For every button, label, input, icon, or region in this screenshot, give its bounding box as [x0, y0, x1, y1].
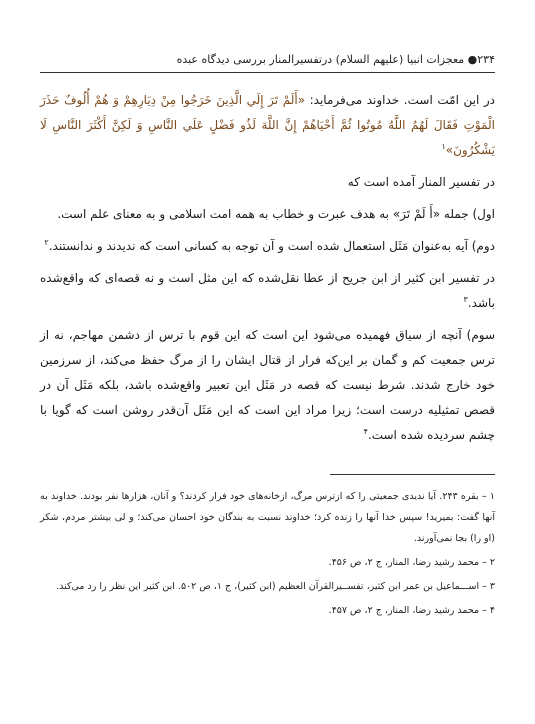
paragraph-2: در تفسیر المنار آمده است که — [347, 175, 495, 189]
paragraph-6-text: سوم) آنچه از سیاق فهمیده می‌شود این است که این قوم با ترس از دشمن مهاجم، نه از ترس جمعیت کم و گمان بر این‌که فرار از قتال ایشان را از مرگ حفظ می‌کند، از سرزمین خود خارج شدند. شرط نیست که قصه در مَثَل این تعبیر واقع‌شده باشد، بلکه مَثَل آن در قصص تمثیلیه درست است؛ زیرا مراد این است که این مَثَل آن‌قدر روشن است که گویا با چشم سردیده شده است. — [40, 328, 495, 442]
footnote-1: ۱ – بقره ۲۴۳. آیا ندیدی جمعیتی را که ازترس مرگ، ازخانه‌های خود فرار کردند؟ و آنان، هزارها نفر بودند. خداوند به آنها گفت: بمیرید! سپس خدا آنها را زنده کرد؛ خداوند نسبت به بندگان خود احسان می‌کند؛ و لی بیشتر مردم، شکر (او را) بجا نمی‌آورند. — [40, 491, 495, 544]
running-header: ۲۳۴● معجزات انبیا (علیهم السلام) درتفسیرالمنار بررسی دیدگاه عبده — [176, 53, 495, 66]
paragraph-1 — [40, 88, 495, 163]
footnote-ref-4[interactable]: ۴ — [363, 427, 368, 436]
paragraph-4 — [40, 234, 495, 259]
paragraph-5 — [40, 266, 495, 316]
footnote-4: ۴ – محمد رشید رضا، المنار، ج ۲، ص ۴۵۷. — [328, 605, 495, 616]
footnote-ref-3[interactable]: ۳ — [463, 295, 468, 304]
footnote-2: ۲ – محمد رشید رضا، المنار، ج ۲، ص ۴۵۶. — [328, 557, 495, 568]
paragraph-1-intro: در این امّت است. خداوند می‌فرماید: — [305, 93, 495, 107]
main-text — [40, 88, 495, 455]
header-divider — [40, 72, 495, 73]
footnote-3: ۳ – اســـماعیل بن عمر ابن کثیر، تفســیرالقرآن العظیم (ابن کثیر)، ج ۱، ص ۵۰۲. ابن کثیر این نظر را رد می‌کند. — [56, 581, 495, 592]
paragraph-6 — [40, 323, 495, 448]
footnote-ref-2[interactable]: ۲ — [44, 238, 49, 247]
paragraph-4-text: دوم) آیه به‌عنوان مَثَل استعمال شده است و آن توجه به کسانی است که ندیدند و ندانستند. — [48, 239, 495, 253]
paragraph-5-text: در تفسیر ابن کثیر از ابن جریح از عطا نقل‌شده که این مثل است و نه قصه‌ای که واقع‌شده باشد. — [40, 271, 495, 310]
footnotes — [40, 486, 495, 624]
quran-verse: «أَلَمْ تَرَ إِلَي الَّذِينَ خَرَجُوا مِنْ دِيَارِهِمْ وَ هُمْ أُلُوفٌ حَذَرَ الْمَوْتِ فَقَالَ لَهُمُ اللَّهُ مُوتُوا ثُمَّ أَحْيَاهُمْ إِنَّ اللَّهَ لَذُو فَضْلٍ عَلَي النَّاسِ وَ لَكِنَّ أَكْثَرَ النَّاسِ لَا يَشْكُرُونَ» — [40, 93, 495, 157]
paragraph-3: اول) جمله «أَ لَمْ تَرَ» به هدف عبرت و خطاب به همه امت اسلامی و به معنای علم است. — [57, 207, 495, 221]
footnote-ref-1[interactable]: ۱ — [441, 142, 446, 151]
footnote-divider — [330, 474, 495, 475]
